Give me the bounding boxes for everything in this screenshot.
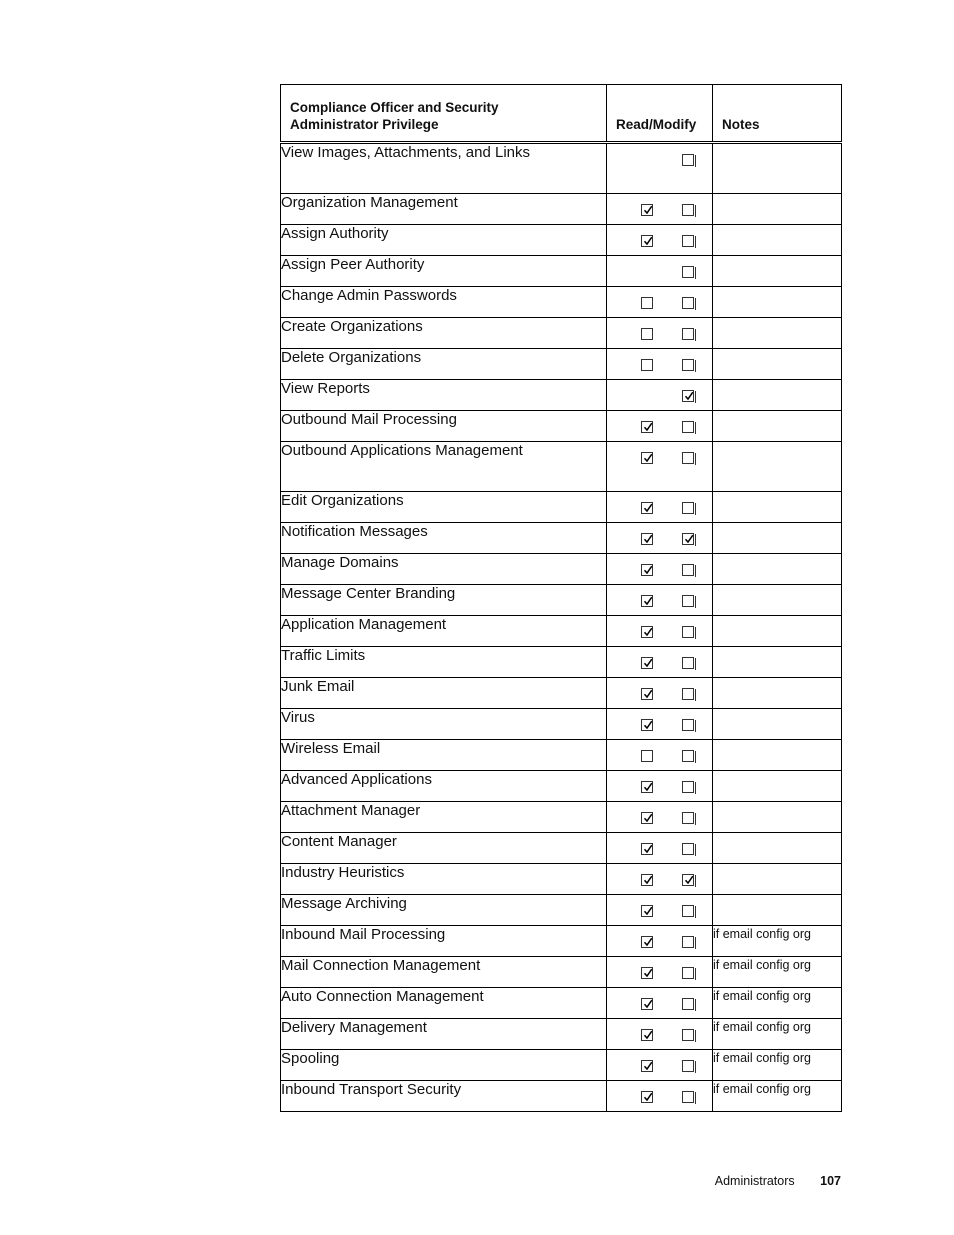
read-checkbox[interactable] (641, 998, 653, 1010)
privilege-name: Outbound Applications Management (281, 442, 607, 492)
read-checkbox[interactable] (641, 502, 653, 514)
privilege-name: Application Management (281, 616, 607, 647)
read-modify-cell (607, 647, 713, 678)
header-privilege-line2: Administrator Privilege (290, 117, 439, 132)
privilege-note: if email config org (713, 957, 842, 988)
checkmark-icon (643, 596, 653, 606)
table-row (281, 988, 842, 1019)
read-modify-cell (607, 957, 713, 988)
privilege-name: Spooling (281, 1050, 607, 1081)
modify-checkbox[interactable] (682, 235, 694, 247)
table-row (281, 349, 842, 380)
table-row (281, 957, 842, 988)
privilege-table (280, 84, 842, 1112)
read-checkbox[interactable] (641, 328, 653, 340)
table-body (281, 143, 842, 1112)
checkmark-icon (643, 968, 653, 978)
table-row (281, 256, 842, 287)
header-privilege (281, 85, 607, 143)
privilege-name: Delivery Management (281, 1019, 607, 1050)
table-row (281, 709, 842, 740)
table-row (281, 1019, 842, 1050)
read-modify-cell (607, 492, 713, 523)
privilege-name: Assign Authority (281, 225, 607, 256)
modify-checkbox[interactable] (682, 421, 694, 433)
table-row (281, 740, 842, 771)
read-modify-cell (607, 616, 713, 647)
checkmark-icon (643, 627, 653, 637)
privilege-name: Outbound Mail Processing (281, 411, 607, 442)
privilege-note (713, 225, 842, 256)
checkmark-icon (643, 236, 653, 246)
privilege-note (713, 287, 842, 318)
read-checkbox[interactable] (641, 564, 653, 576)
read-modify-cell (607, 225, 713, 256)
table-row (281, 287, 842, 318)
read-checkbox[interactable] (641, 750, 653, 762)
privilege-name: View Reports (281, 380, 607, 411)
privilege-note (713, 678, 842, 709)
checkmark-icon (643, 1061, 653, 1071)
privilege-note (713, 554, 842, 585)
modify-checkbox[interactable] (682, 297, 694, 309)
privilege-name: Advanced Applications (281, 771, 607, 802)
read-modify-cell (607, 864, 713, 895)
table-row (281, 771, 842, 802)
read-checkbox[interactable] (641, 1060, 653, 1072)
privilege-note: if email config org (713, 926, 842, 957)
modify-checkbox[interactable] (682, 359, 694, 371)
privilege-note (713, 143, 842, 194)
privilege-name: Delete Organizations (281, 349, 607, 380)
modify-checkbox[interactable] (682, 1091, 694, 1103)
privilege-name: Change Admin Passwords (281, 287, 607, 318)
read-checkbox[interactable] (641, 235, 653, 247)
modify-checkbox[interactable] (682, 452, 694, 464)
checkmark-icon (643, 205, 653, 215)
modify-checkbox[interactable] (682, 967, 694, 979)
read-modify-cell (607, 287, 713, 318)
read-modify-cell (607, 523, 713, 554)
privilege-note (713, 442, 842, 492)
checkmark-icon (643, 689, 653, 699)
read-checkbox[interactable] (641, 452, 653, 464)
privilege-note (713, 616, 842, 647)
privilege-name: Organization Management (281, 194, 607, 225)
table-row (281, 616, 842, 647)
table-row (281, 1050, 842, 1081)
privilege-note (713, 771, 842, 802)
read-checkbox[interactable] (641, 688, 653, 700)
read-modify-cell (607, 895, 713, 926)
modify-checkbox[interactable] (682, 564, 694, 576)
table-row (281, 442, 842, 492)
read-modify-cell (607, 926, 713, 957)
modify-checkbox[interactable] (682, 874, 694, 886)
modify-checkbox[interactable] (682, 204, 694, 216)
privilege-note (713, 523, 842, 554)
read-checkbox[interactable] (641, 719, 653, 731)
read-modify-cell (607, 411, 713, 442)
modify-checkbox[interactable] (682, 533, 694, 545)
table-row (281, 225, 842, 256)
read-checkbox[interactable] (641, 812, 653, 824)
read-checkbox[interactable] (641, 936, 653, 948)
table-row (281, 492, 842, 523)
read-checkbox[interactable] (641, 204, 653, 216)
privilege-name: Content Manager (281, 833, 607, 864)
privilege-note: if email config org (713, 988, 842, 1019)
privilege-note: if email config org (713, 1050, 842, 1081)
table-row (281, 802, 842, 833)
privilege-name: Wireless Email (281, 740, 607, 771)
table-row (281, 554, 842, 585)
table-row (281, 194, 842, 225)
checkmark-icon (684, 875, 694, 885)
privilege-note (713, 864, 842, 895)
privilege-note (713, 194, 842, 225)
checkmark-icon (684, 534, 694, 544)
header-notes: Notes (713, 85, 842, 143)
table-row (281, 523, 842, 554)
header-read-modify: Read/Modify (607, 85, 713, 143)
checkmark-icon (643, 565, 653, 575)
privilege-name: Message Archiving (281, 895, 607, 926)
checkmark-icon (643, 875, 653, 885)
read-checkbox[interactable] (641, 967, 653, 979)
checkmark-icon (643, 782, 653, 792)
table-row (281, 864, 842, 895)
modify-checkbox[interactable] (682, 502, 694, 514)
read-modify-cell (607, 988, 713, 1019)
checkmark-icon (643, 534, 653, 544)
checkmark-icon (643, 1030, 653, 1040)
modify-checkbox[interactable] (682, 812, 694, 824)
read-modify-cell (607, 740, 713, 771)
read-modify-cell (607, 678, 713, 709)
table-row (281, 647, 842, 678)
privilege-name: Industry Heuristics (281, 864, 607, 895)
table-row (281, 143, 842, 194)
privilege-name: Inbound Transport Security (281, 1081, 607, 1112)
privilege-note (713, 585, 842, 616)
privilege-note (713, 647, 842, 678)
modify-checkbox[interactable] (682, 266, 694, 278)
table-row (281, 833, 842, 864)
modify-checkbox[interactable] (682, 1060, 694, 1072)
privilege-note (713, 492, 842, 523)
read-checkbox[interactable] (641, 533, 653, 545)
modify-checkbox[interactable] (682, 1029, 694, 1041)
read-modify-cell (607, 380, 713, 411)
read-checkbox[interactable] (641, 905, 653, 917)
table-row (281, 926, 842, 957)
table-row (281, 895, 842, 926)
read-checkbox[interactable] (641, 1091, 653, 1103)
modify-checkbox[interactable] (682, 936, 694, 948)
modify-checkbox[interactable] (682, 328, 694, 340)
read-checkbox[interactable] (641, 874, 653, 886)
table-row (281, 318, 842, 349)
modify-checkbox[interactable] (682, 719, 694, 731)
read-modify-cell (607, 771, 713, 802)
privilege-note: if email config org (713, 1019, 842, 1050)
read-modify-cell (607, 802, 713, 833)
privilege-name: Auto Connection Management (281, 988, 607, 1019)
modify-checkbox[interactable] (682, 595, 694, 607)
modify-checkbox[interactable] (682, 657, 694, 669)
read-modify-cell (607, 349, 713, 380)
read-checkbox[interactable] (641, 359, 653, 371)
read-modify-cell (607, 709, 713, 740)
privilege-name: Attachment Manager (281, 802, 607, 833)
modify-checkbox[interactable] (682, 998, 694, 1010)
read-modify-cell (607, 318, 713, 349)
checkmark-icon (643, 503, 653, 513)
checkmark-icon (643, 422, 653, 432)
privilege-name: Assign Peer Authority (281, 256, 607, 287)
read-modify-cell (607, 256, 713, 287)
privilege-note (713, 380, 842, 411)
read-modify-cell (607, 143, 713, 194)
page-number: 107 (820, 1174, 841, 1188)
table-header-row (281, 85, 842, 143)
read-checkbox[interactable] (641, 297, 653, 309)
header-privilege-line1: Compliance Officer and Security (290, 100, 499, 115)
privilege-name: Mail Connection Management (281, 957, 607, 988)
read-checkbox[interactable] (641, 595, 653, 607)
read-modify-cell (607, 1081, 713, 1112)
checkmark-icon (643, 453, 653, 463)
table-row (281, 1081, 842, 1112)
privilege-name: Junk Email (281, 678, 607, 709)
read-modify-cell (607, 442, 713, 492)
checkmark-icon (643, 720, 653, 730)
table-row (281, 678, 842, 709)
privilege-name: Edit Organizations (281, 492, 607, 523)
read-modify-cell (607, 554, 713, 585)
privilege-name: Virus (281, 709, 607, 740)
privilege-name: Inbound Mail Processing (281, 926, 607, 957)
modify-checkbox[interactable] (682, 154, 694, 166)
checkmark-icon (643, 813, 653, 823)
privilege-name: Traffic Limits (281, 647, 607, 678)
checkmark-icon (684, 391, 694, 401)
privilege-name: Notification Messages (281, 523, 607, 554)
read-modify-cell (607, 1019, 713, 1050)
page-footer (715, 1174, 841, 1188)
privilege-note (713, 256, 842, 287)
read-checkbox[interactable] (641, 1029, 653, 1041)
privilege-note (713, 740, 842, 771)
privilege-name: View Images, Attachments, and Links (281, 143, 607, 194)
privilege-note (713, 895, 842, 926)
privilege-name: Manage Domains (281, 554, 607, 585)
read-modify-cell (607, 833, 713, 864)
privilege-note (713, 318, 842, 349)
checkmark-icon (643, 937, 653, 947)
table-row (281, 585, 842, 616)
privilege-note (713, 833, 842, 864)
read-modify-cell (607, 1050, 713, 1081)
checkmark-icon (643, 658, 653, 668)
modify-checkbox[interactable] (682, 843, 694, 855)
checkmark-icon (643, 999, 653, 1009)
modify-checkbox[interactable] (682, 626, 694, 638)
read-modify-cell (607, 194, 713, 225)
checkmark-icon (643, 844, 653, 854)
read-checkbox[interactable] (641, 781, 653, 793)
footer-section-title: Administrators (714, 1174, 795, 1188)
read-modify-cell (607, 585, 713, 616)
checkmark-icon (643, 906, 653, 916)
read-checkbox[interactable] (641, 626, 653, 638)
modify-checkbox[interactable] (682, 390, 694, 402)
modify-checkbox[interactable] (682, 688, 694, 700)
checkmark-icon (643, 1092, 653, 1102)
table-row (281, 411, 842, 442)
privilege-note: if email config org (713, 1081, 842, 1112)
read-checkbox[interactable] (641, 843, 653, 855)
read-checkbox[interactable] (641, 421, 653, 433)
privilege-note (713, 802, 842, 833)
modify-checkbox[interactable] (682, 905, 694, 917)
privilege-name: Message Center Branding (281, 585, 607, 616)
privilege-name: Create Organizations (281, 318, 607, 349)
privilege-note (713, 411, 842, 442)
table-row (281, 380, 842, 411)
privilege-note (713, 709, 842, 740)
read-checkbox[interactable] (641, 657, 653, 669)
modify-checkbox[interactable] (682, 750, 694, 762)
modify-checkbox[interactable] (682, 781, 694, 793)
privilege-note (713, 349, 842, 380)
